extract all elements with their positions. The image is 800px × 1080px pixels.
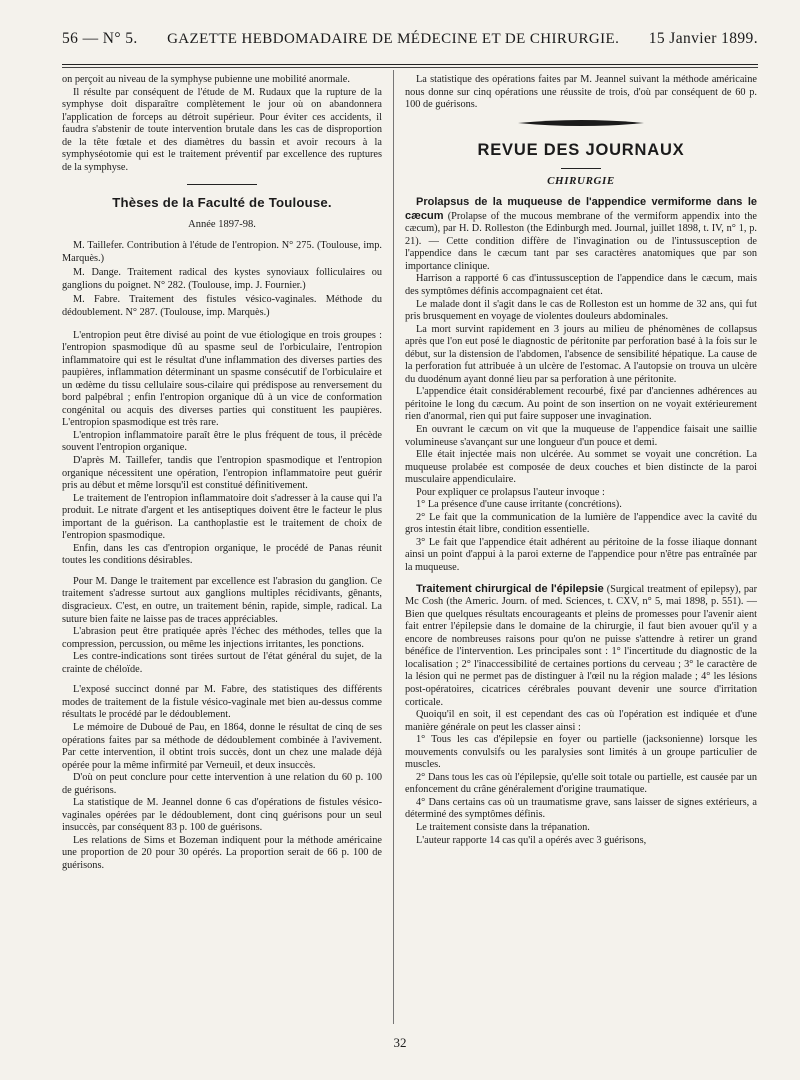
paragraph: L'auteur rapporte 14 cas qu'il a opérés avec 3 guérisons, [416, 834, 647, 846]
paragraph: Elle était injectée mais non ulcérée. Au sommet se voyait une concrétion. La muqueuse prolabée est composée de deux couches et bien distincte de la paroi musculaire appendiculaire. [405, 449, 757, 486]
paragraph: Le malade dont il s'agit dans le cas de Rolleston est un homme de 32 ans, qui fut pris brusquement en voyage de violentes douleurs abdominales. [405, 298, 757, 323]
right-column [405, 74, 757, 1028]
paragraph: 2° Dans tous les cas où l'épilepsie, qu'elle soit totale ou partielle, est causée par un enfoncement du crâne généralement d'origine traumatique. [405, 771, 757, 796]
paragraph: L'entropion peut être divisé au point de vue étiologique en trois groupes : l'entropion spasmodique dû au spasme seul de l'orbiculaire, l'entropion inflammatoire qui est le résultat d'une inflammation des diverses parties des paupières, inflammation déterminant un spasme consécutif de l'orbiculaire et un œdème du tissu cellulaire sous-cilaire qui prédispose au renversement du bord palpébral ; enfin l'entropion organique dû à un vice de conformation congénital ou acquis des diverses parties qui constituent les paupières. L'entropion spasmodique est très rare. [62, 329, 382, 429]
header-date: 15 Janvier 1899. [648, 30, 758, 47]
paragraph: 1° La présence d'une cause irritante (concrétions). [416, 499, 622, 511]
thesis-reference: M. Taillefer. Contribution à l'étude de l'entropion. N° 275. (Toulouse, imp. Marquès.) [62, 240, 382, 264]
thesis-reference: M. Dange. Traitement radical des kystes synoviaux folliculaires ou ganglions du poignet. N° 282. (Toulouse, imp. J. Fournier.) [62, 267, 382, 291]
article-text: (Surgical treatment of epilepsy), par Mc Cosh (the Americ. Journ. of med. Sciences, t. CXV, n° 5, mai 1898, p. 551). — Bien que quelques résultats encourageants et pleins de promesses pour l'avenir aient fait entrer l'épilepsie dans le domaine de la chirurgie, il faut bien avouer qu'il y a encore de nombreuses raisons pour qu'on ne puisse s'attendre à retirer un grand bénéfice de l'intervention. Les principales sont : 1° l'incertitude du diagnostic de la localisation ; 2° l'inaccessibilité de certaines portions du cerveau ; 3° le caractère de la lésion qui ne permet pas de distinguer à l'œil nu la région malade ; 4° les lésions post-opératoires, cicatrices cérébrales pouvant devenir une source d'irritation corticale. [405, 583, 757, 708]
paragraph: 3° Le fait que l'appendice était adhérent au péritoine de la fosse iliaque donnant ainsi un point d'appui à la paroi externe de l'appendice pour n'être pas entraînée par la muqueuse. [405, 536, 757, 574]
paragraph: Harrison a rapporté 6 cas d'intussusception de l'appendice dans le cæcum, mais des symptômes définis accompagnaient cet état. [405, 273, 757, 297]
page-header [62, 30, 758, 56]
paragraph: La mort survint rapidement en 3 jours au milieu de phénomènes de collapsus après que l'on eut posé le diagnostic de péritonite par perforation basé à la fois sur le début, sur la distension de l'abdomen, l'absence de sensibilité hépatique. La cause de la perforation fut attribuée à un ulcère de l'estomac. A l'autopsie on trouva un ulcère du duodénum ayant donné lieu par sa perforation à une péritonite. [405, 323, 757, 385]
paragraph: D'où on peut conclure pour cette intervention à une relation du 60 p. 100 de guérisons. [62, 772, 382, 796]
column-divider [393, 70, 394, 1024]
article-intro [405, 583, 757, 709]
paragraph: Les relations de Sims et Bozeman indiquent pour la méthode américaine une proportion de 20 pour 30 opérés. La proportion serait de 66 p. 100 de guérisons. [62, 834, 382, 871]
article-text: (Prolapse of the mucous membrane of the vermiform appendix into the cæcum), par H. D. Rolleston (the Edinburgh med. Journal, juillet 1898, t. IV, n° 1, p. 21). — Cette condition diffère de l'invagination ou de l'intussusception de l'appendice dans le cæcum tant par ses caractères anatomiques que par son importance clinique. [405, 210, 757, 272]
paragraph: Le traitement de l'entropion inflammatoire doit s'adresser à la cause qui l'a produit. Le nitrate d'argent et les antiseptiques doivent être le facteur le plus important de la guérison. La canthoplastie est le traitement de choix de l'entropion spasmodique. [62, 492, 382, 542]
paragraph: Le mémoire de Duboué de Pau, en 1864, donne le résultat de cinq de ses opérations faites par sa méthode de dédoublement combinée à l'avivement. Par cette intervention, il obtint trois succès, dont un chez une malade déjà opérée pour la même infirmité par Verneuil, et deux insuccès. [62, 721, 382, 771]
paragraph: 1° Tous les cas d'épilepsie en foyer ou partielle (jacksonienne) lorsque les mouvements convulsifs ou les paralysies sont limités à un groupe particulier de muscles. [405, 734, 757, 771]
header-rule [62, 64, 758, 65]
paragraph: Pour expliquer ce prolapsus l'auteur invoque : [416, 486, 605, 498]
paragraph: La statistique des opérations faites par M. Jeannel suivant la méthode américaine nous donne sur cinq opérations une réussite de trois, d'où par conséquent de 60 p. 100 de guérisons. [405, 74, 757, 111]
paragraph: L'abrasion peut être pratiquée après l'échec des méthodes, telles que la compression, percussion, ou même les injections irritantes, les ponctions. [62, 626, 382, 650]
paragraph: La statistique de M. Jeannel donne 6 cas d'opérations de fistules vésico-vaginales opérées par le dédoublement, dont cinq guérisons pour un seul insuccès, par conséquent 83 p. 100 de guérisons. [62, 797, 382, 834]
paragraph: Enfin, dans les cas d'entropion organique, le procédé de Panas réunit toutes les conditions désirables. [62, 542, 382, 567]
paragraph: Il résulte par conséquent de l'étude de M. Rudaux que la rupture de la symphyse doit disparaître complètement le jour où on abandonnera l'application de forceps au détroit supérieur. Pour éviter ces accidents, il faudra s'abstenir de toute intervention brutale dans les cas de disproportion de la tête fœtale et des diamètres du bassin et avoir recours à la symphyséotomie qui est le traitement préventif par excellence des ruptures de la symphyse. [62, 86, 382, 173]
page-number: 32 [393, 1035, 407, 1050]
article-title: Traitement chirurgical de l'épilepsie [416, 582, 604, 595]
title-rule [561, 168, 601, 169]
header-journal-title: GAZETTE HEBDOMADAIRE DE MÉDECINE ET DE CHIRURGIE. [167, 31, 620, 47]
paragraph: Les contre-indications sont tirées surtout de l'état général du sujet, de la crainte de chéloïde. [62, 651, 382, 675]
article-intro [405, 196, 757, 273]
paragraph: Le traitement consiste dans la trépanation. [416, 821, 590, 833]
paragraph: on perçoit au niveau de la symphyse pubienne une mobilité anormale. [62, 74, 350, 85]
paragraph: L'exposé succinct donné par M. Fabre, des statistiques des différents modes de traitement de la fistule vésico-vaginale met bien au-dessus comme résultats le procédé par le dédoublement. [62, 684, 382, 721]
revue-title: REVUE DES JOURNAUX [477, 140, 685, 159]
paragraph: L'appendice était considérablement recourbé, fixé par d'anciennes adhérences au péritoine le long du cæcum. Au point de son insertion on ne voyait extérieurement rien d'anormal, rien qui put faire supposer une invagination. [405, 386, 757, 423]
article-title: Prolapsus de la muqueuse de l'appendice vermiforme dans le cæcum [405, 196, 757, 222]
paragraph: Pour M. Dange le traitement par excellence est l'abrasion du ganglion. Ce traitement s'adresse surtout aux ganglions multiples récidivants, gênants, disgracieux. C'est, en outre, un traitement bénin, rapide, simple, radical. La suture bien faite ne laisse pas de traces appréciables. [62, 575, 382, 625]
thesis-reference: M. Fabre. Traitement des fistules vésico-vaginales. Méthode du dédoublement. N° 287. (Toulouse, imp. Marquès.) [62, 294, 382, 318]
section-year: Année 1897-98. [188, 219, 256, 231]
header-page-info: 56 — N° 5. [62, 30, 138, 47]
header-rule-thin [62, 67, 758, 68]
paragraph: L'entropion inflammatoire paraît être le plus fréquent de tous, il précède souvent l'entropion organique. [62, 429, 382, 454]
paragraph: 2° Le fait que la communication de la lumière de l'appendice avec la cavité du gros intestin était libre, condition essentielle. [405, 511, 757, 536]
paragraph: D'après M. Taillefer, tandis que l'entropion spasmodique et l'entropion organique nécessitent une opération, l'entropion inflammatoire peut guérir pris au début et même lorsqu'il est constitué définitivement. [62, 455, 382, 492]
section-title: Thèses de la Faculté de Toulouse. [112, 195, 332, 211]
paragraph: 4° Dans certains cas où un traumatisme grave, sans laisser de signes extérieurs, a déterminé des symptômes définis. [405, 796, 757, 821]
paragraph: En ouvrant le cæcum on vit que la muqueuse de l'appendice faisait une saillie volumineuse s'avançant sur une longueur d'un pouce et demi. [405, 424, 757, 448]
left-column [62, 74, 382, 1028]
ornament-rule-icon [516, 118, 646, 128]
paragraph: Quoiqu'il en soit, il est cependant des cas où l'opération est indiquée et d'une manière générale on peut les classer ainsi : [405, 709, 757, 733]
revue-subtitle: CHIRURGIE [547, 174, 615, 187]
section-rule [187, 184, 257, 185]
